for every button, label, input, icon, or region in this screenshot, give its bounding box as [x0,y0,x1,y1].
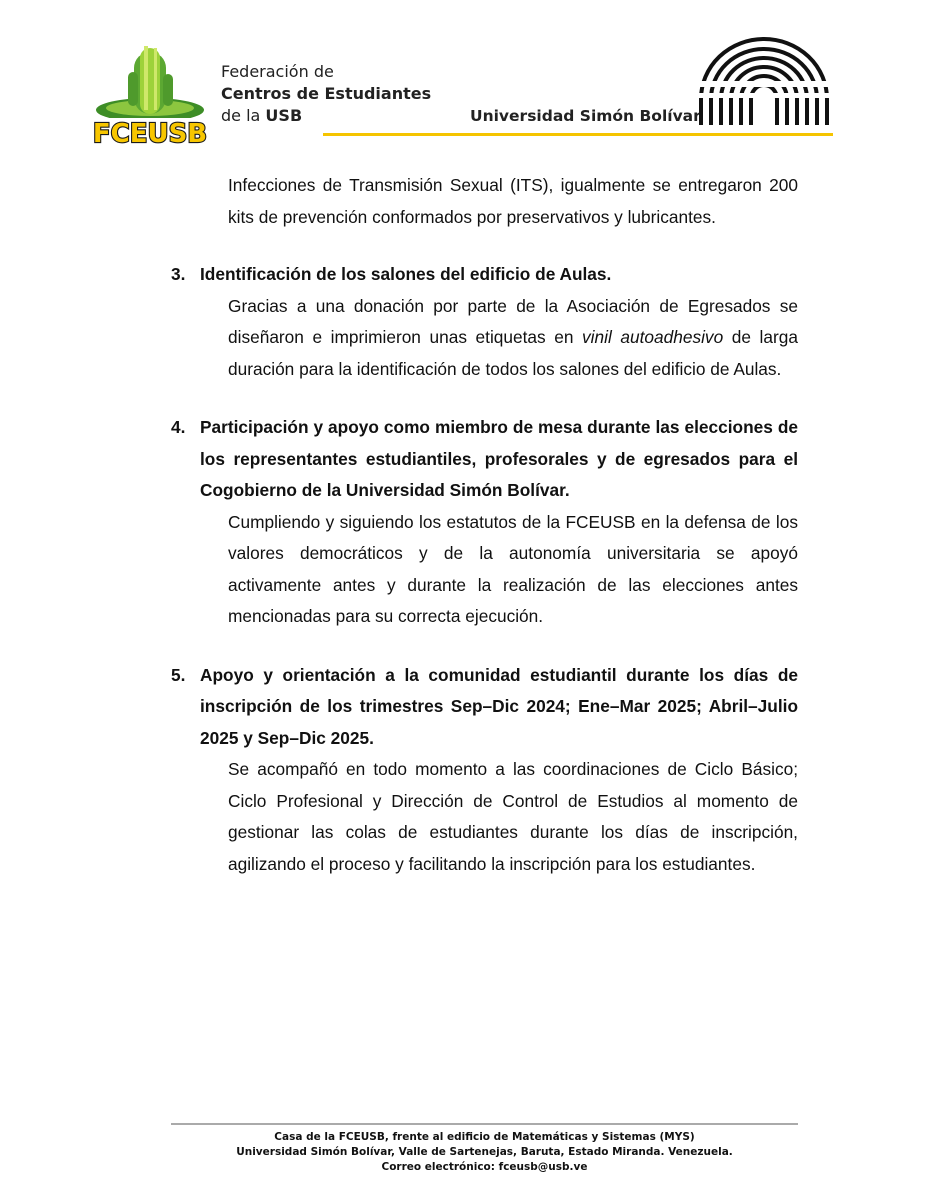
item-number: 3. [171,264,186,284]
intro-continuation: Infecciones de Transmisión Sexual (ITS), igualmente se entregaron 200 kits de prevención conformados por preservativos y lubricantes. [228,175,798,227]
item-body: Cumpliendo y siguiendo los estatutos de la FCEUSB en la defensa de los valores democráticos y de la autonomía universitaria se apoyó activamente antes y durante la realización de las elecciones antes mencionadas para su correcta ejecución. [228,511,798,626]
page-header [0,0,927,150]
usb-logo [697,35,831,127]
fceusb-logo [92,44,208,148]
federation-line-3-bold: USB [265,106,303,125]
list-item-5 [171,660,798,881]
federation-line-3-prefix: de la [221,106,266,125]
item-number: 4. [171,417,186,437]
list-item-4 [171,412,798,633]
item-heading: Apoyo y orientación a la comunidad estudiantil durante los días de inscripción de los trimestres Sep–Dic 2024; Ene–Mar 2025; Abril–Julio 2025 y Sep–Dic 2025. [200,664,798,748]
item-body-text-1: Gracias a una donación por parte de la Asociación de Egresados se diseñaron e imprimieron unas etiquetas en [228,295,798,347]
federation-name [221,61,431,127]
federation-line-2: Centros de Estudiantes [221,84,432,103]
footer-line-1: Casa de la FCEUSB, frente al edificio de Matemáticas y Sistemas (MYS) [274,1131,695,1143]
document-body [171,170,798,880]
federation-line-1: Federación de [221,62,334,81]
footer-line-2: Universidad Simón Bolívar, Valle de Sartenejas, Baruta, Estado Miranda. Venezuela. [236,1146,733,1158]
header-rule [323,133,833,136]
item-body-italic: vinil autoadhesivo [582,327,724,347]
fceusb-logo-text: FCEUSB [92,119,208,148]
item-heading: Participación y apoyo como miembro de mesa durante las elecciones de los representantes estudiantiles, profesorales y de egresados para el Cogobierno de la Universidad Simón Bolívar. [200,417,798,500]
university-name: Universidad Simón Bolívar [470,107,701,125]
item-body: Se acompañó en todo momento a las coordinaciones de Ciclo Básico; Ciclo Profesional y Dirección de Control de Estudios al momento de gestionar las colas de estudiantes durante los días de inscripción, agilizando el proceso y facilitando la inscripción para los estudiantes. [228,759,798,874]
footer-rule [171,1123,798,1125]
item-number: 5. [171,664,186,685]
footer-line-3: Correo electrónico: fceusb@usb.ve [381,1161,588,1173]
federation-line-3 [221,105,431,127]
page-footer [171,1130,798,1175]
item-body-text-2: de larga duración para la identificación de todos los salones del edificio de Aulas. [228,327,798,379]
item-heading: Identificación de los salones del edificio de Aulas. [200,264,612,284]
list-item-3 [171,259,798,385]
item-body [228,291,798,386]
